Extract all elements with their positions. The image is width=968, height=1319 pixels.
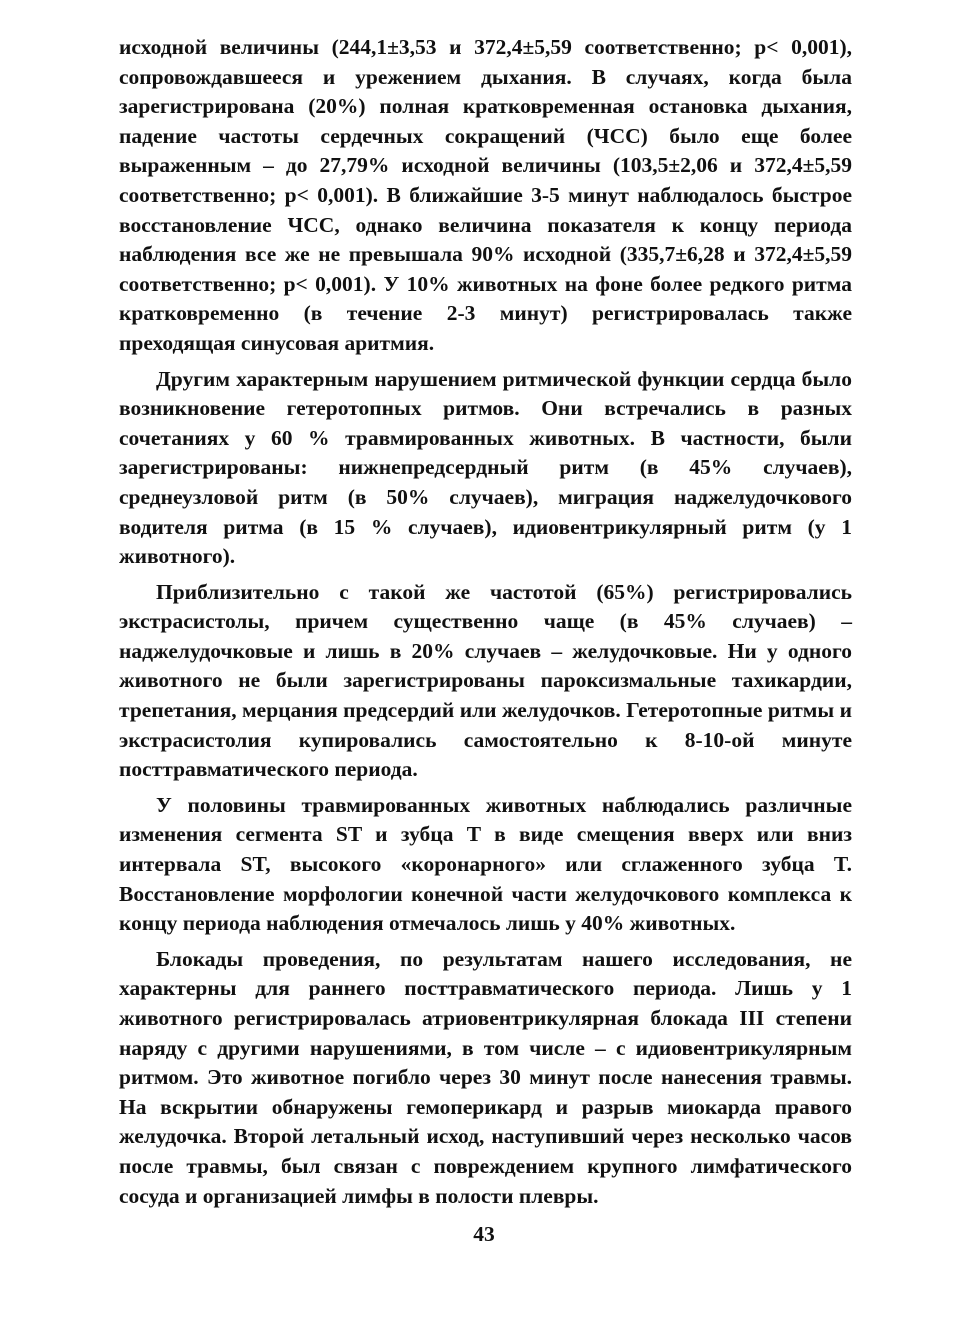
- paragraph-heart-rate-decline: исходной величины (244,1±3,53 и 372,4±5,59 соответственно; p< 0,001), сопровождавшееся и урежением дыхания. В случаях, когда была зарегистрирована (20%) полная кратковременная остановка дыхания, падение частоты сердечных сокращений (ЧСС) было еще более выраженным – до 27,79% исходной величины (103,5±2,06 и 372,4±5,59 соответственно; p< 0,001). В ближайшие 3-5 минут наблюдалось быстрое восстановление ЧСС, однако величина показателя к концу периода наблюдения все же не превышала 90% исходной (335,7±6,28 и 372,4±5,59 соответственно; p< 0,001). У 10% животных на фоне более редкого ритма кратковременно (в течение 2-3 минут) регистрировалась также преходящая синусовая аритмия.: [119, 35, 852, 355]
- paragraph-extrasystoles: Приблизительно с такой же частотой (65%) регистрировались экстрасистолы, причем существенно чаще (в 45% случаев) – наджелудочковые и лишь в 20% случаев – желудочковые. Ни у одного животного не были зарегистрированы пароксизмальные тахикардии, трепетания, мерцания предсердий или желудочков. Гетеротопные ритмы и экстрасистолия купировались самостоятельно к 8-10-ой минуте посттравматического периода.: [119, 579, 852, 782]
- body-text: [119, 33, 852, 1217]
- page-number: 43: [473, 1222, 495, 1246]
- paragraph-conduction-blocks: Блокады проведения, по результатам нашего исследования, не характерны для раннего посттравматического периода. Лишь у 1 животного регистрировалась атриовентрикулярная блокада III степени наряду с другими нарушениями, в том числе – с идиовентрикулярным ритмом. Это животное погибло через 30 минут после нанесения травмы. На вскрытии обнаружены гемоперикард и разрыв миокарда правого желудочка. Второй летальный исход, наступивший через несколько часов после травмы, был связан с повреждением крупного лимфатического сосуда и организацией лимфы в полости плевры.: [119, 946, 852, 1208]
- paragraph-st-segment-changes: У половины травмированных животных наблюдались различные изменения сегмента ST и зубца T в виде смещения вверх или вниз интервала ST, высокого «коронарного» или сглаженного зубца T. Восстановление морфологии конечной части желудочкового комплекса к концу периода наблюдения отмечалось лишь у 40% животных.: [119, 792, 852, 936]
- paragraph-heterotopic-rhythms: Другим характерным нарушением ритмической функции сердца было возникновение гетеротопных ритмов. Они встречались в разных сочетаниях у 60 % травмированных животных. В частности, были зарегистрированы: нижнепредсердный ритм (в 45% случаев), среднеузловой ритм (в 50% случаев), миграция наджелудочкового водителя ритма (в 15 % случаев), идиовентрикулярный ритм (у 1 животного).: [119, 366, 852, 569]
